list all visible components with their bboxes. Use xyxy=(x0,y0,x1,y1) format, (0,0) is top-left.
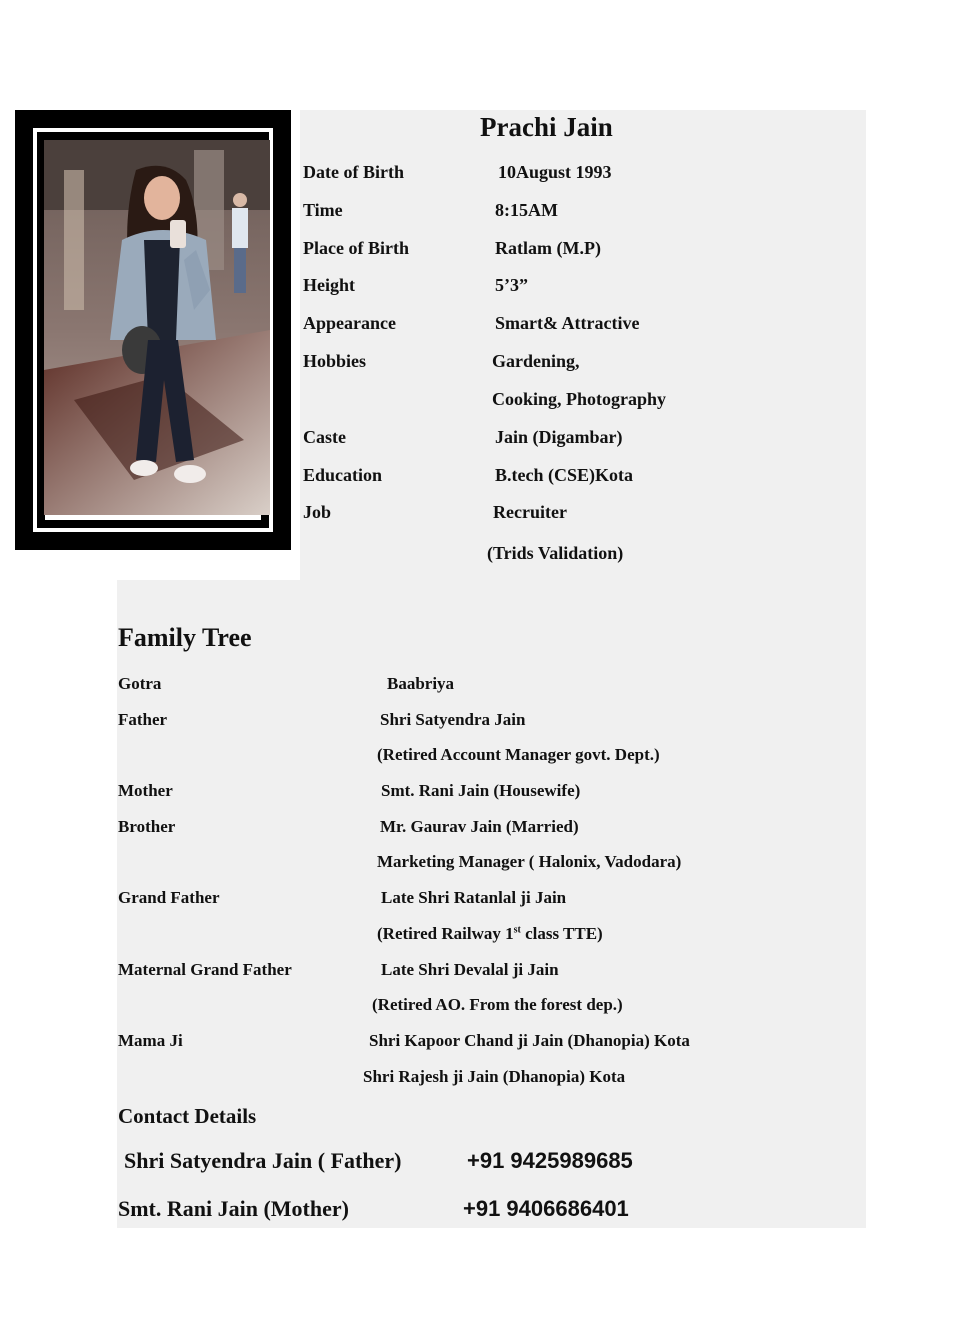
contact-name-father: Shri Satyendra Jain ( Father) xyxy=(124,1148,402,1173)
label-time: Time xyxy=(303,200,343,220)
label-mama-ji: Mama Ji xyxy=(118,1031,183,1050)
contact-name-mother: Smt. Rani Jain (Mother) xyxy=(118,1196,349,1221)
value-hobbies: Gardening, xyxy=(492,351,580,371)
contact-phone-father[interactable]: +91 9425989685 xyxy=(467,1148,633,1173)
value-time: 8:15AM xyxy=(495,200,558,220)
value-maternal-grand-father-2: (Retired AO. From the forest dep.) xyxy=(372,995,623,1014)
value-father-2: (Retired Account Manager govt. Dept.) xyxy=(377,745,660,764)
label-brother: Brother xyxy=(118,817,176,836)
label-date-of-birth: Date of Birth xyxy=(303,162,404,182)
value-place-of-birth: Ratlam (M.P) xyxy=(495,238,601,258)
value-job: Recruiter xyxy=(493,502,567,522)
value-mama-ji-2: Shri Rajesh ji Jain (Dhanopia) Kota xyxy=(363,1067,626,1086)
value-mother: Smt. Rani Jain (Housewife) xyxy=(381,781,581,800)
label-job: Job xyxy=(303,502,332,522)
label-gotra: Gotra xyxy=(118,674,162,693)
value-height: 5’3” xyxy=(495,275,528,295)
label-place-of-birth: Place of Birth xyxy=(303,238,409,258)
candidate-name: Prachi Jain xyxy=(480,112,613,142)
label-father: Father xyxy=(118,710,168,729)
value-appearance: Smart& Attractive xyxy=(495,313,640,333)
family-tree-heading: Family Tree xyxy=(118,623,252,652)
value-grand-father: Late Shri Ratanlal ji Jain xyxy=(381,888,567,907)
value-father: Shri Satyendra Jain xyxy=(380,710,526,729)
value-hobbies-2: Cooking, Photography xyxy=(492,389,667,409)
value-maternal-grand-father: Late Shri Devalal ji Jain xyxy=(381,960,559,979)
label-caste: Caste xyxy=(303,427,346,447)
label-height: Height xyxy=(303,275,355,295)
label-appearance: Appearance xyxy=(303,313,396,333)
contact-phone-mother[interactable]: +91 9406686401 xyxy=(463,1196,629,1221)
value-brother-2: Marketing Manager ( Halonix, Vadodara) xyxy=(377,852,682,871)
label-maternal-grand-father: Maternal Grand Father xyxy=(118,960,292,979)
value-mama-ji: Shri Kapoor Chand ji Jain (Dhanopia) Kota xyxy=(369,1031,690,1050)
contact-details-heading: Contact Details xyxy=(118,1104,257,1128)
value-gotra: Baabriya xyxy=(387,674,455,693)
label-hobbies: Hobbies xyxy=(303,351,367,371)
label-education: Education xyxy=(303,465,383,485)
value-job-2: (Trids Validation) xyxy=(487,543,624,563)
value-date-of-birth: 10August 1993 xyxy=(498,162,612,182)
value-brother: Mr. Gaurav Jain (Married) xyxy=(380,817,579,836)
value-caste: Jain (Digambar) xyxy=(495,427,623,447)
value-grand-father-2: (Retired Railway 1st class TTE) xyxy=(377,924,603,943)
value-education: B.tech (CSE)Kota xyxy=(495,465,633,485)
label-grand-father: Grand Father xyxy=(118,888,220,907)
profile-photo xyxy=(44,140,270,515)
label-mother: Mother xyxy=(118,781,173,800)
